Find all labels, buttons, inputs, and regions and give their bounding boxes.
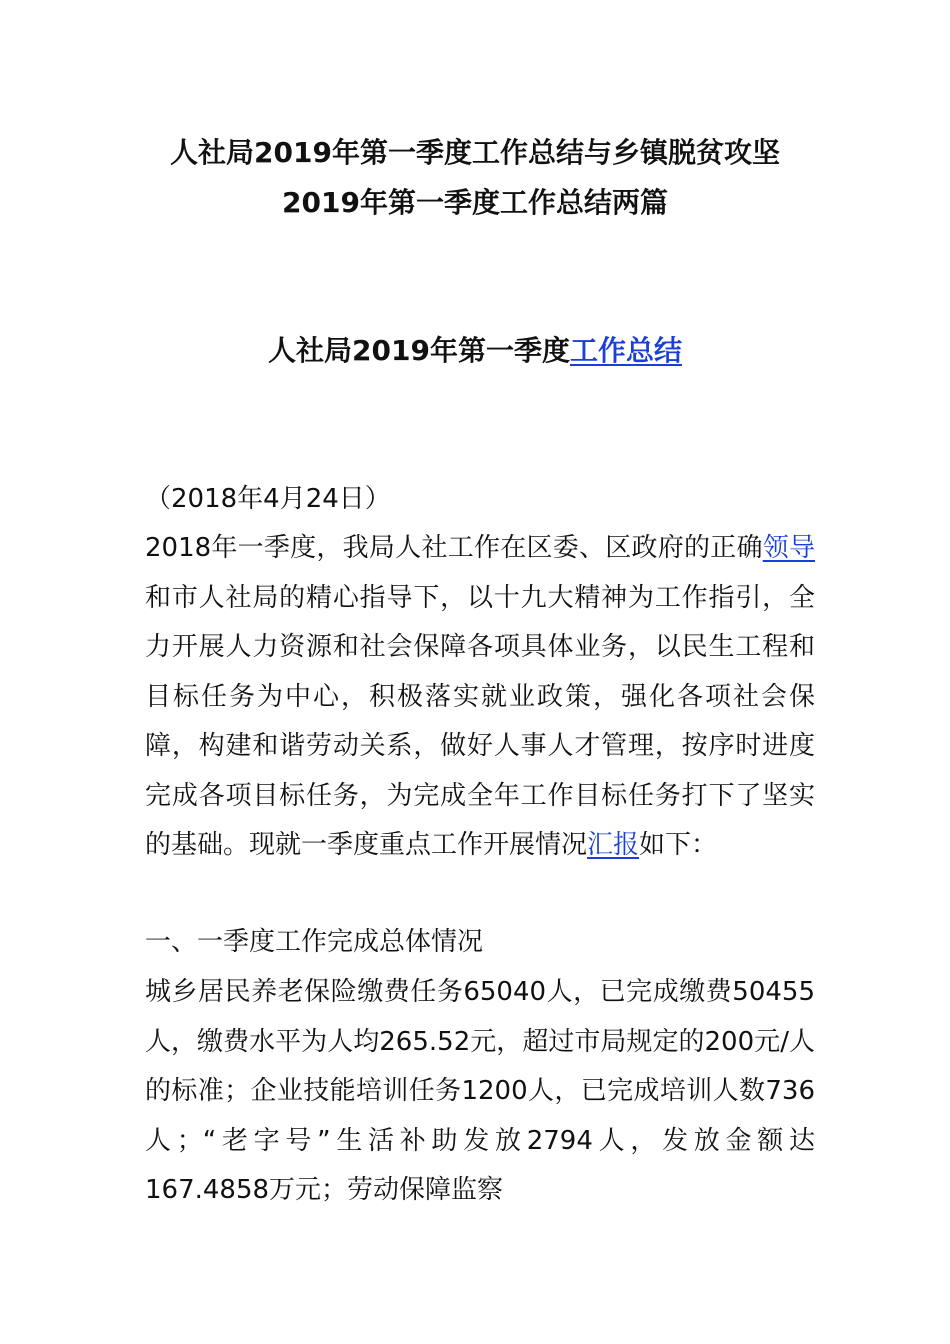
section-heading-1: 一、一季度工作完成总体情况 bbox=[145, 927, 484, 957]
work-summary-link[interactable]: 工作总结 bbox=[569, 334, 682, 367]
main-title-line-1: 人社局2019年第一季度工作总结与乡镇脱贫攻坚 bbox=[170, 136, 780, 169]
report-link[interactable]: 汇报 bbox=[587, 830, 640, 860]
section-title bbox=[0, 326, 950, 376]
paragraph-intro-text-2: 和市人社局的精心指导下，以十九大精神为工作指引，全力开展人力资源和社会保障各项具体业务，以民生工程和目标任务为中心，积极落实就业政策，强化各项社会保障，构建和谐劳动关系，做好人事人才管理，按序时进度完成各项目标任务，为完成全年工作目标任务打下了坚实的基础。现就一季度重点工作开展情况 bbox=[145, 582, 815, 860]
paragraph-overview: 城乡居民养老保险缴费任务65040人，已完成缴费50455人，缴费水平为人均265.52元，超过市局规定的200元/人的标准；企业技能培训任务1200人，已完成培训人数736人；“老字号”生活补助发放2794人，发放金额达167.4858万元；劳动保障监察 bbox=[145, 977, 815, 1205]
section-title-prefix: 人社局2019年第一季度 bbox=[268, 334, 570, 367]
main-title-line-2: 2019年第一季度工作总结两篇 bbox=[282, 186, 668, 219]
paragraph-intro bbox=[145, 524, 815, 871]
leadership-link[interactable]: 领导 bbox=[762, 533, 815, 563]
paragraph-intro-text-3: 如下： bbox=[639, 830, 718, 860]
paragraph-intro-text-1: 2018年一季度，我局人社工作在区委、区政府的正确 bbox=[145, 533, 763, 563]
date-line: （2018年4月24日） bbox=[145, 484, 391, 514]
